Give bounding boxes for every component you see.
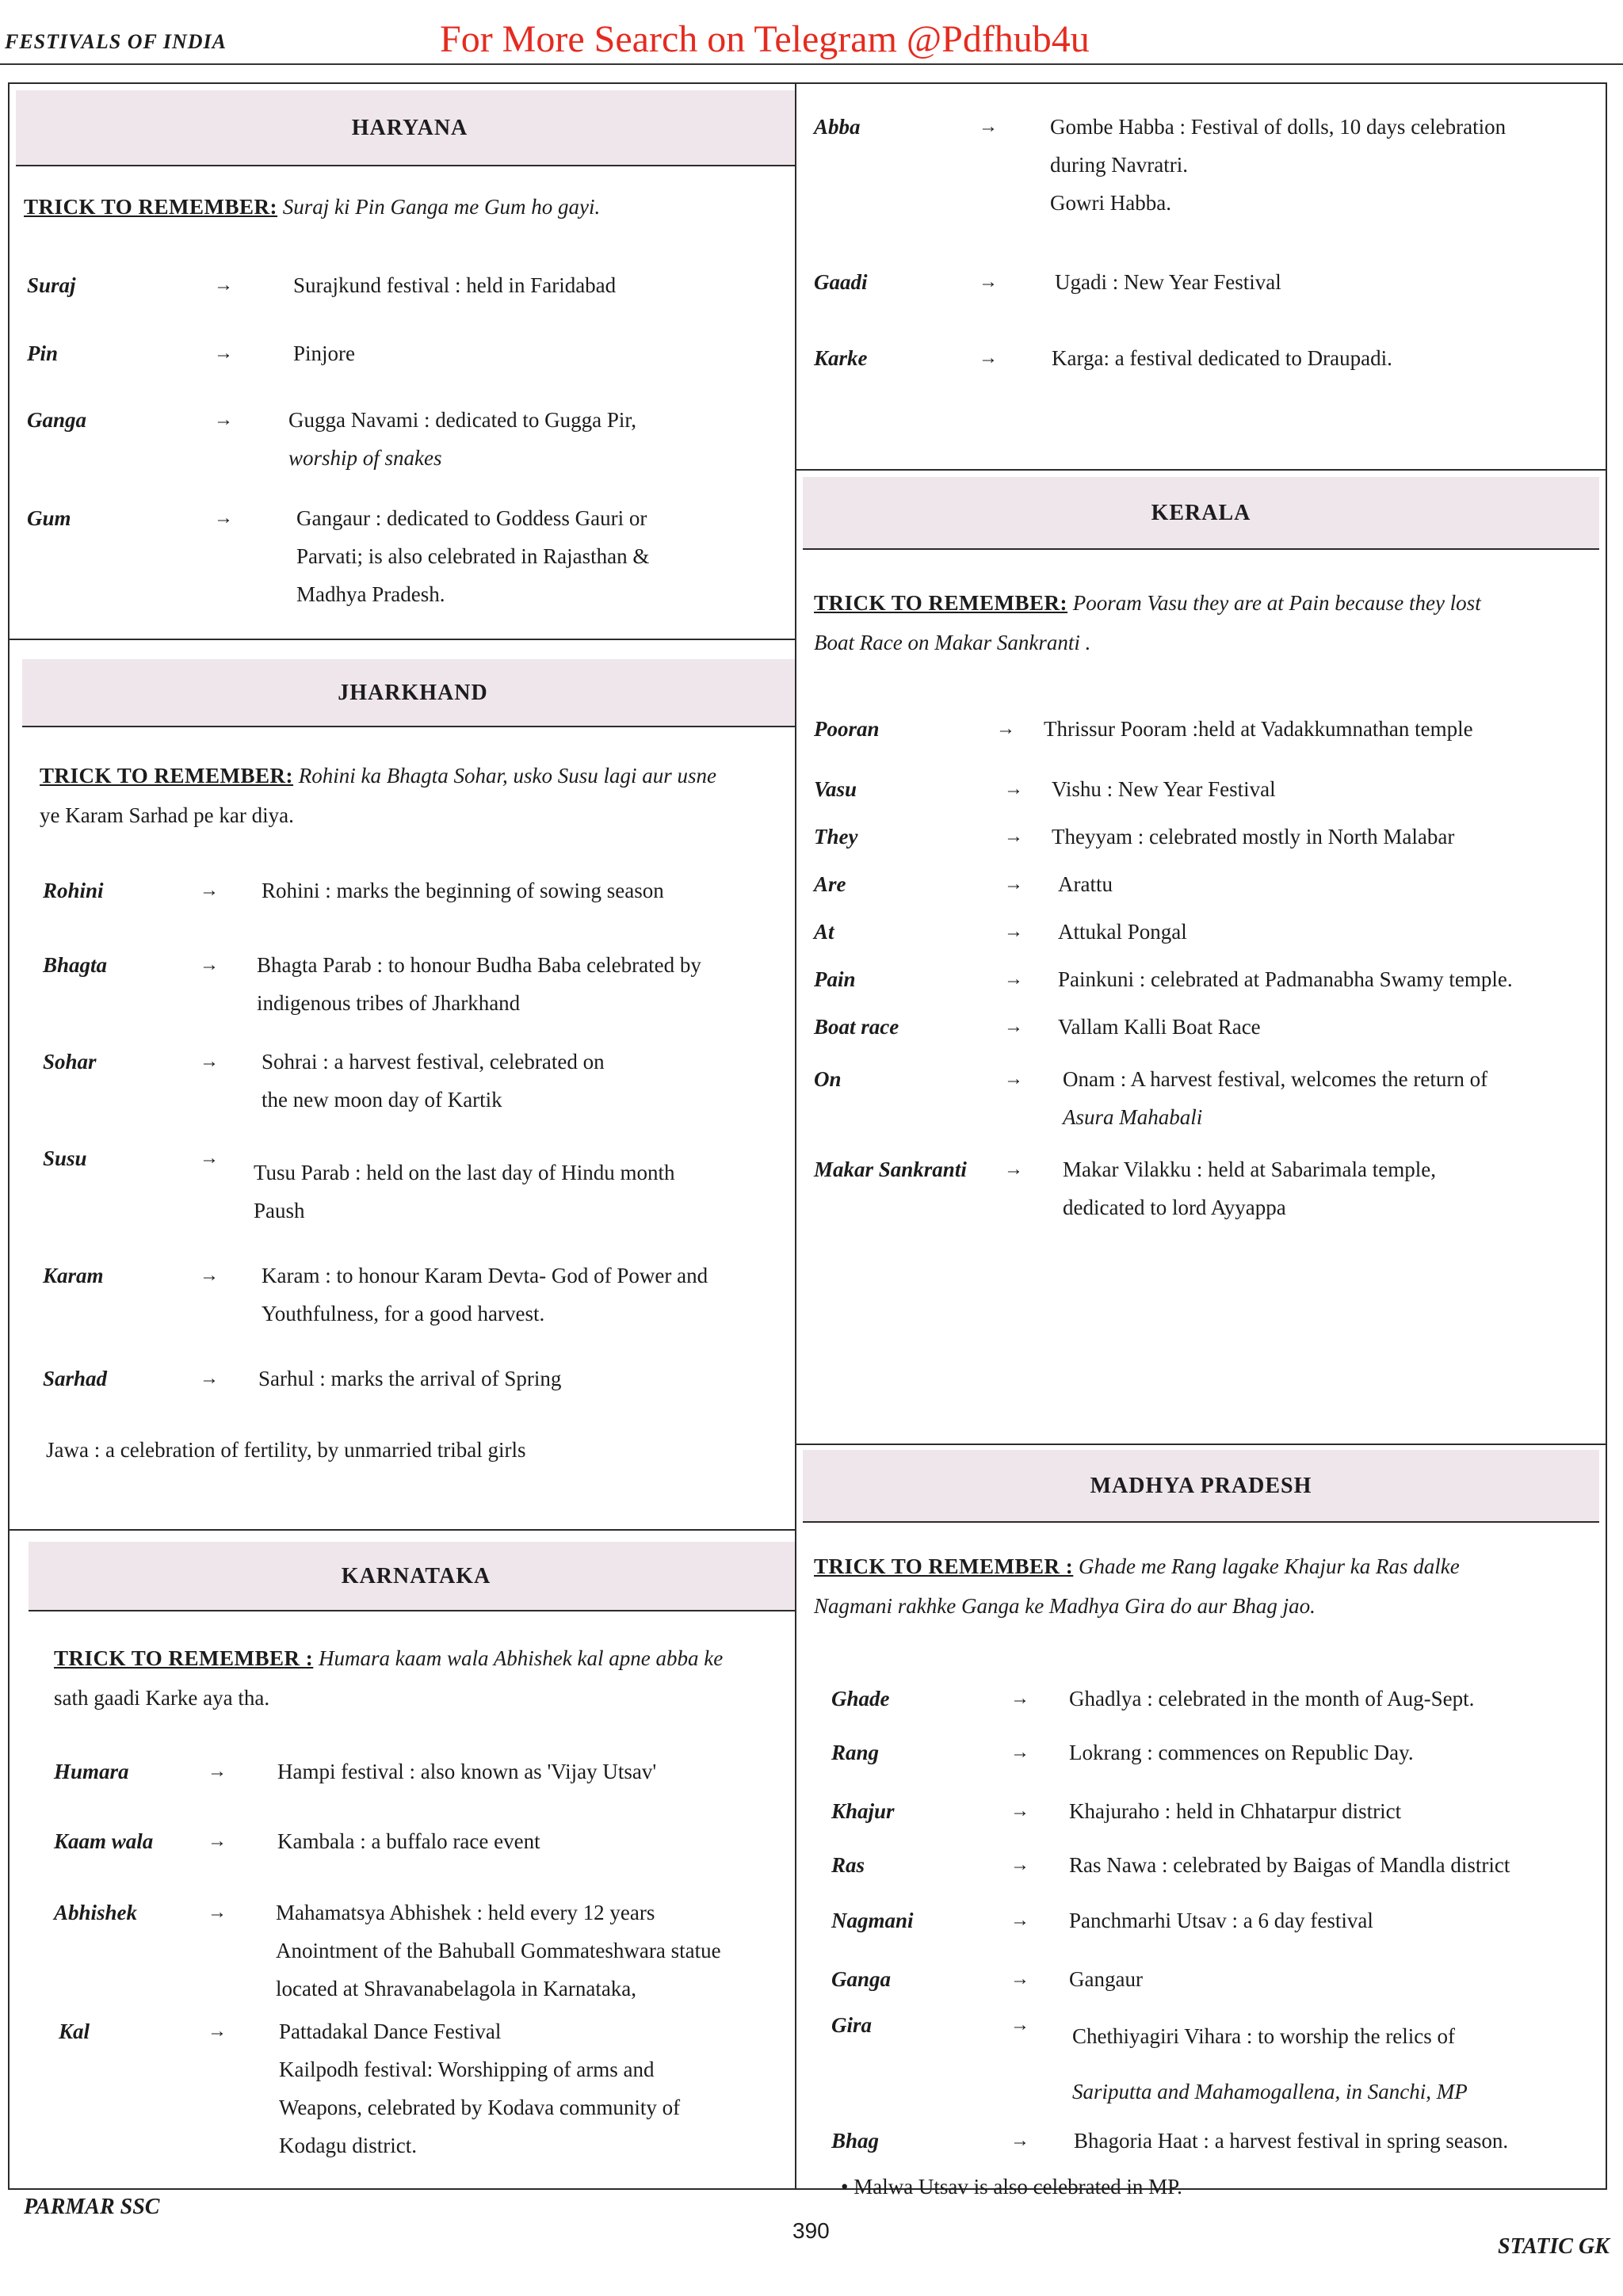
festival-desc: Surajkund festival : held in Faridabad [293,273,617,297]
festival-desc-cont: during Navratri. [1050,153,1188,177]
mnemonic-key: Pin [27,341,59,365]
mnemonic-key: Pain [814,967,856,991]
jharkhand-note: Jawa : a celebration of fertility, by unmarried tribal girls [46,1438,526,1462]
arrow-icon: → [214,508,233,528]
festival-desc-cont: dedicated to lord Ayyappa [1063,1196,1286,1219]
mnemonic-key: Abhishek [54,1901,138,1924]
festival-desc: Attukal Pongal [1058,920,1187,944]
trick-label: TRICK TO REMEMBER: [814,591,1068,615]
arrow-icon: → [1004,874,1023,894]
arrow-icon: → [1010,1969,1029,1989]
mnemonic-key: Ras [831,1853,865,1877]
arrow-icon: → [208,1902,227,1923]
arrow-icon: → [1004,1016,1023,1037]
trick-text: Suraj ki Pin Ganga me Gum ho gayi. [282,195,601,219]
trick-text-cont: sath gaadi Karke aya tha. [54,1686,270,1710]
festival-desc: Vallam Kalli Boat Race [1058,1015,1261,1039]
arrow-icon: → [1004,921,1023,942]
mnemonic-key: Ganga [831,1967,892,1991]
footer-publisher: PARMAR SSC [24,2195,160,2219]
trick-madhya-pradesh [814,1547,1460,1626]
section-title-madhya-pradesh: MADHYA PRADESH [803,1450,1599,1523]
festival-desc-cont: Parvati; is also celebrated in Rajasthan & [296,544,650,568]
left-column [8,82,812,2190]
arrow-icon: → [200,1265,219,1286]
festival-desc: Hampi festival : also known as 'Vijay Utsav' [277,1760,657,1783]
arrow-icon: → [1010,1910,1029,1931]
festival-desc-cont: Weapons, celebrated by Kodava community of [279,2096,681,2119]
festival-desc: Karam : to honour Karam Devta- God of Power and [262,1264,708,1287]
arrow-icon: → [1010,2015,1029,2035]
mnemonic-key: Boat race [814,1015,899,1039]
arrow-icon: → [1004,1159,1023,1180]
festival-desc-cont: worship of snakes [288,446,442,470]
festival-desc: Gangaur [1069,1967,1143,1991]
arrow-icon: → [200,880,219,901]
festival-desc: Khajuraho : held in Chhatarpur district [1069,1799,1402,1823]
section-title-karnataka: KARNATAKA [29,1542,804,1611]
festival-desc-cont: Madhya Pradesh. [296,582,445,606]
festival-desc-cont: Gowri Habba. [1050,191,1171,215]
arrow-icon: → [979,116,998,137]
arrow-icon: → [1010,1801,1029,1821]
mnemonic-key: Are [814,872,846,896]
arrow-icon: → [214,275,233,296]
festival-desc: Ugadi : New Year Festival [1055,270,1281,294]
arrow-icon: → [208,1761,227,1782]
mnemonic-key: Nagmani [831,1909,914,1932]
trick-text: Pooram Vasu they are at Pain because they lost [1072,591,1481,615]
mnemonic-key: Abba [814,115,861,139]
trick-haryana [24,187,600,227]
mnemonic-key: Susu [43,1146,87,1170]
trick-jharkhand [40,756,716,835]
arrow-icon: → [200,1148,219,1169]
mnemonic-key: Khajur [831,1799,895,1823]
mnemonic-key: They [814,825,858,849]
festival-desc: Mahamatsya Abhishek : held every 12 years [276,1901,655,1924]
festival-desc-cont: Sariputta and Mahamogallena, in Sanchi, MP [1072,2080,1468,2103]
trick-label: TRICK TO REMEMBER : [54,1646,314,1670]
trick-label: TRICK TO REMEMBER: [40,764,294,788]
page-header [0,18,1623,63]
mnemonic-key: Gum [27,506,71,530]
right-column [795,82,1607,2199]
festival-desc: Pattadakal Dance Festival [279,2019,502,2043]
arrow-icon: → [200,955,219,975]
festival-desc: Kambala : a buffalo race event [277,1829,540,1853]
festival-desc: Makar Vilakku : held at Sabarimala temple, [1063,1158,1436,1181]
festival-desc-cont: Youthfulness, for a good harvest. [262,1302,545,1325]
festival-desc-cont: indigenous tribes of Jharkhand [257,991,521,1015]
arrow-icon: → [979,272,998,292]
mnemonic-key: Karke [814,346,868,370]
mnemonic-key: On [814,1067,842,1091]
festival-desc-cont: Asura Mahabali [1063,1105,1203,1129]
section-haryana [10,84,810,639]
festival-desc: Lokrang : commences on Republic Day. [1069,1741,1414,1764]
section-karnataka [10,1529,810,2191]
header-promo-text: For More Search on Telegram @Pdfhub4u [440,18,1090,60]
mnemonic-key: Gira [831,2013,873,2037]
mnemonic-key: Suraj [27,273,76,297]
festival-desc: Chethiyagiri Vihara : to worship the relics of [1072,2024,1456,2048]
festival-desc: Tusu Parab : held on the last day of Hindu month [254,1161,675,1184]
mp-note: • Malwa Utsav is also celebrated in MP. [841,2175,1182,2199]
festival-desc: Gangaur : dedicated to Goddess Gauri or [296,506,647,530]
festival-desc-cont: Paush [254,1199,305,1222]
festival-desc: Karga: a festival dedicated to Draupadi. [1052,346,1392,370]
trick-text: Humara kaam wala Abhishek kal apne abba ke [319,1646,724,1670]
festival-desc: Thrissur Pooram :held at Vadakkumnathan temple [1044,717,1473,741]
trick-label: TRICK TO REMEMBER: [24,195,278,219]
page-number: 390 [792,2218,830,2243]
arrow-icon: → [208,2021,227,2042]
festival-desc-cont: Kodagu district. [279,2134,417,2157]
arrow-icon: → [979,348,998,368]
arrow-icon: → [996,719,1015,739]
arrow-icon: → [200,1051,219,1072]
header-book-title: FESTIVALS OF INDIA [5,30,227,53]
mnemonic-key: Bhagta [43,953,108,977]
mnemonic-key: Vasu [814,777,857,801]
section-title-haryana: HARYANA [16,90,804,166]
festival-desc: Gugga Navami : dedicated to Gugga Pir, [288,408,637,432]
arrow-icon: → [200,1368,219,1389]
festival-desc-cont: the new moon day of Kartik [262,1088,502,1112]
festival-desc: Bhagoria Haat : a harvest festival in spring season. [1074,2129,1509,2153]
mnemonic-key: Ganga [27,408,87,432]
arrow-icon: → [214,343,233,364]
mnemonic-key: Kaam wala [54,1829,154,1853]
arrow-icon: → [1010,1855,1029,1875]
arrow-icon: → [1004,826,1023,847]
festival-desc: Bhagta Parab : to honour Budha Baba celebrated by [257,953,701,977]
festival-desc: Theyyam : celebrated mostly in North Malabar [1052,825,1455,849]
trick-text: Rohini ka Bhagta Sohar, usko Susu lagi aur usne [298,764,717,788]
header-divider [0,63,1623,65]
mnemonic-key: Gaadi [814,270,868,294]
section-madhya-pradesh [796,1444,1606,2191]
mnemonic-key: Bhag [831,2129,880,2153]
trick-text-cont: Nagmani rakhke Ganga ke Madhya Gira do aur Bhag jao. [814,1594,1316,1618]
mnemonic-key: Makar Sankranti [814,1158,967,1181]
mnemonic-key: Kal [59,2019,90,2043]
trick-label: TRICK TO REMEMBER : [814,1554,1074,1578]
trick-kerala [814,583,1481,662]
section-title-jharkhand: JHARKHAND [22,659,804,727]
mnemonic-key: At [814,920,834,944]
festival-desc-cont: located at Shravanabelagola in Karnataka, [276,1977,637,2000]
festival-desc: Gombe Habba : Festival of dolls, 10 days celebration [1050,115,1507,139]
festival-desc: Sohrai : a harvest festival, celebrated on [262,1050,605,1074]
section-jharkhand [10,639,810,1621]
mnemonic-key: Sarhad [43,1367,108,1390]
arrow-icon: → [1010,1742,1029,1763]
arrow-icon: → [1004,969,1023,990]
mnemonic-key: Ghade [831,1687,890,1711]
mnemonic-key: Rang [831,1741,880,1764]
festival-desc: Pinjore [293,341,355,365]
festival-desc: Sarhul : marks the arrival of Spring [258,1367,562,1390]
section-karnataka-cont [796,84,1606,464]
mnemonic-key: Pooran [814,717,880,741]
mnemonic-key: Sohar [43,1050,97,1074]
arrow-icon: → [1010,1688,1029,1709]
arrow-icon: → [208,1831,227,1852]
festival-desc-cont: Kailpodh festival: Worshipping of arms and [279,2058,655,2081]
festival-desc-cont: Anointment of the Bahuball Gommateshwara statue [276,1939,721,1962]
festival-desc: Rohini : marks the beginning of sowing season [262,879,664,902]
arrow-icon: → [1004,779,1023,799]
festival-desc: Vishu : New Year Festival [1052,777,1276,801]
festival-desc: Ras Nawa : celebrated by Baigas of Mandla district [1069,1853,1510,1877]
festival-desc: Onam : A harvest festival, welcomes the return of [1063,1067,1488,1091]
trick-text-cont: Boat Race on Makar Sankranti . [814,631,1091,654]
mnemonic-key: Humara [54,1760,129,1783]
trick-text-cont: ye Karam Sarhad pe kar diya. [40,803,294,827]
festival-desc: Panchmarhi Utsav : a 6 day festival [1069,1909,1373,1932]
trick-text: Ghade me Rang lagake Khajur ka Ras dalke [1079,1554,1460,1578]
footer-subject: STATIC GK [1498,2234,1610,2259]
arrow-icon: → [1010,2130,1029,2151]
festival-desc: Ghadlya : celebrated in the month of Aug-Sept. [1069,1687,1475,1711]
mnemonic-key: Karam [43,1264,104,1287]
mnemonic-key: Rohini [43,879,104,902]
section-title-kerala: KERALA [803,477,1599,550]
arrow-icon: → [1004,1069,1023,1089]
section-kerala [796,469,1606,1444]
arrow-icon: → [214,410,233,430]
trick-karnataka [54,1638,723,1718]
festival-desc: Painkuni : celebrated at Padmanabha Swamy temple. [1058,967,1513,991]
festival-desc: Arattu [1058,872,1113,896]
